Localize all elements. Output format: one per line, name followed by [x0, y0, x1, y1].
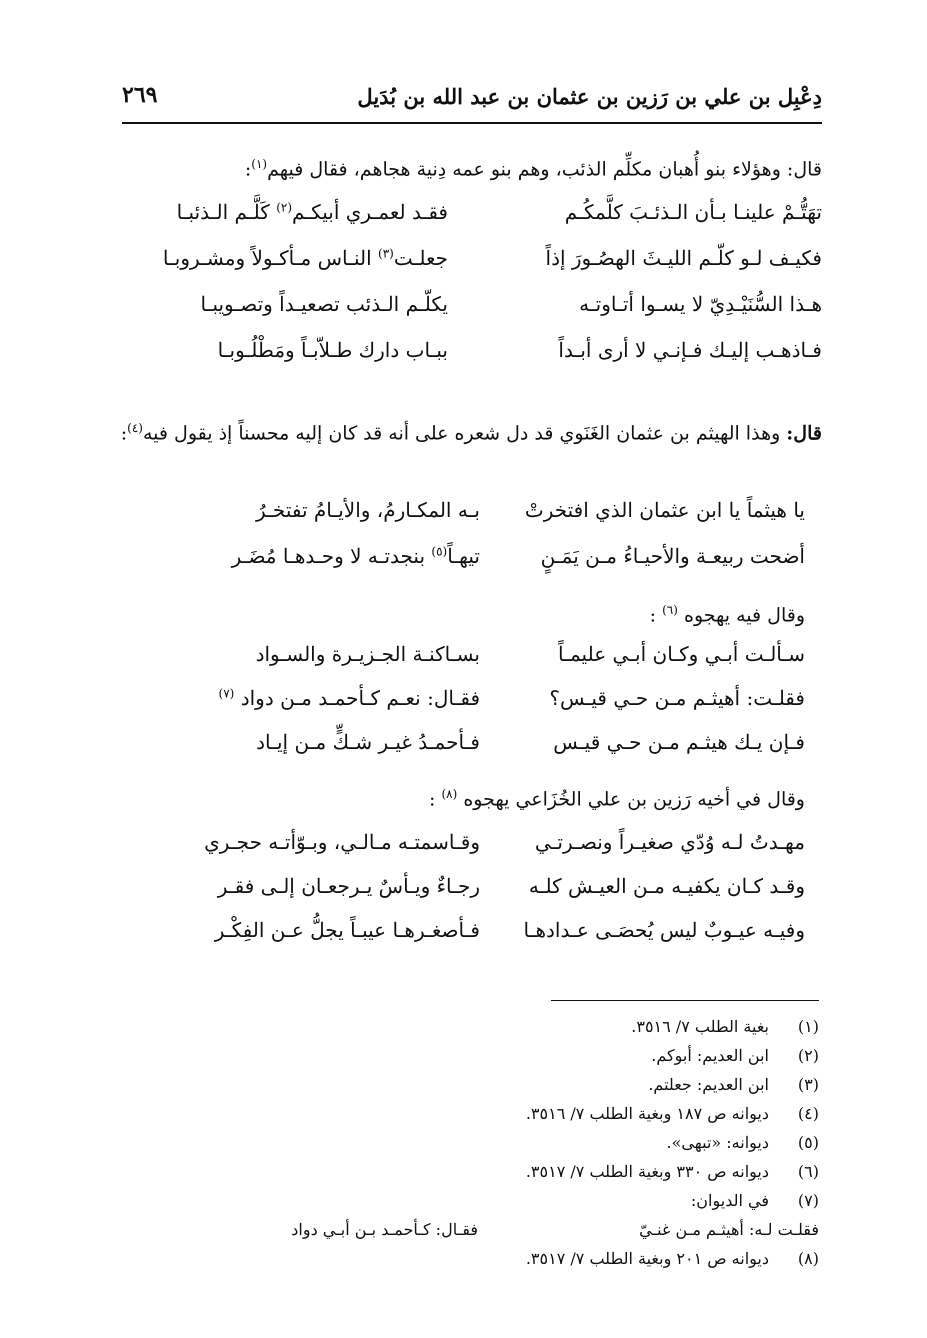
footnote: (٥)ديوانه: «تبهى». [666, 1133, 819, 1152]
second-hemistich: فقـال: نعـم كـأحمـد مـن دواد $^{(٧)}$ [218, 686, 480, 710]
footnote-divider [551, 1000, 819, 1001]
footnotes [118, 1012, 819, 1273]
first-hemistich: فكيـف لـو كلّـم الليـثَ الهصُـورَ إذاً [545, 246, 822, 270]
verse-line [160, 686, 805, 726]
verse-line [160, 918, 805, 958]
verse-line [118, 246, 822, 286]
first-hemistich: يا هيثماً يا ابن عثمان الذي افتخرتْ [524, 498, 805, 522]
second-hemistich: تيهـاً$^{(٥)}$ بنجدتـه لا وحـدهـا مُضَـر [231, 544, 480, 568]
second-hemistich: وقـاسمتـه مـالـي، وبـوّأتـه حجـري [204, 830, 480, 854]
verse-line [160, 830, 805, 870]
footnote-ref: (١) [251, 157, 268, 171]
paragraph-4: وقال في أخيه رَزين بن علي الخُزَاعي يهجوه $^{(٨)}$ : [429, 787, 805, 811]
intro-paragraph: قال: وهؤلاء بنو أُهبان مكلِّم الذئب، وهم بنو عمه دِنية هجاهم، فقال فيهم$^{(١)}$: [244, 157, 822, 181]
verse-line [160, 544, 805, 584]
verse-line [160, 498, 805, 538]
second-hemistich: جعلـت$^{(٣)}$ النـاس مـأكـولاً ومشـروبـا [162, 246, 448, 270]
footnote: (١)بغية الطلب ٧/ ٣٥١٦. [631, 1017, 819, 1036]
footnote: (٧)في الديوان: [690, 1191, 819, 1210]
paragraph-3: وقال فيه يهجوه $^{(٦)}$ : [649, 603, 805, 627]
second-hemistich: ببـاب دارك طـلاّبـاً ومَطْلُـوبـا [217, 338, 448, 362]
first-hemistich: فـاذهـب إليـك فـإنـي لا أرى أبـداً [558, 338, 822, 362]
verse-line [160, 730, 805, 770]
footnote: (٦)ديوانه ص ٣٣٠ وبغية الطلب ٧/ ٣٥١٧. [525, 1162, 819, 1181]
first-hemistich: فـإن يـك هيثـم مـن حـي قيـس [553, 730, 805, 754]
verse-line [160, 642, 805, 682]
verse-line [160, 874, 805, 914]
second-hemistich: فـأحمـدُ غيـر شـكٍّ مـن إيـاد [256, 730, 480, 754]
second-hemistich: فـأصغـرهـا عيبـاً يجلُّ عـن الفِكْـر [214, 918, 480, 942]
footnote: (٢)ابن العديم: أبوكم. [651, 1046, 819, 1065]
first-hemistich: مهـدتُ لـه وُدّي صغيـراً ونصـرتـي [534, 830, 805, 854]
footnote: (٤)ديوانه ص ١٨٧ وبغية الطلب ٧/ ٣٥١٦. [525, 1104, 819, 1123]
page-number: ٢٦٩ [122, 82, 158, 108]
footnote-verse: فقلـت لـه: أهيثـم مـن غنـيّ فقـال: كـأحمـد بـن أبـي دواد [291, 1220, 819, 1239]
first-hemistich: تهَتُّـمْ علينـا بـأن الـذئـبَ كلَّمكُـم [564, 200, 822, 224]
verse-line [118, 200, 822, 240]
footnote: (٨)ديوانه ص ٢٠١ وبغية الطلب ٧/ ٣٥١٧. [525, 1249, 819, 1268]
footnote: (٣)ابن العديم: جعلتم. [648, 1075, 819, 1094]
second-hemistich: رجـاءٌ ويـأسٌ يـرجعـان إلـى فقـر [217, 874, 480, 898]
second-hemistich: يكلّـم الـذئب تصعيـداً وتصـويبـا [200, 292, 448, 316]
page-header [122, 78, 822, 124]
first-hemistich: وفيـه عيـوبٌ ليس يُحصَـى عـدادهـا [523, 918, 805, 942]
second-hemistich: فقـد لعمـري أبيكـم$^{(٢)}$ كَلَّـم الـذئبـا [176, 200, 448, 224]
first-hemistich: فقلـت: أهيثـم مـن حـي قيـس؟ [549, 686, 805, 710]
verse-line [118, 292, 822, 332]
verse-line [118, 338, 822, 378]
second-hemistich: بسـاكنـة الجـزيـرة والسـواد [255, 642, 480, 666]
first-hemistich: أضحت ربيعـة والأحيـاءُ مـن يَمَـنٍ [540, 544, 805, 568]
first-hemistich: سـألـت أبـي وكـان أبـي عليمـاً [558, 642, 805, 666]
first-hemistich: وقـد كـان يكفيـه مـن العيـش كلـه [528, 874, 805, 898]
footnote-ref: (٤) [127, 421, 143, 435]
first-hemistich: هـذا السُّنَيْـدِيّ لا يسـوا أتـاوتـه [579, 292, 822, 316]
footnote-ref: (٨) [441, 787, 458, 801]
paragraph-2: قال: وهذا الهيثم بن عثمان الغَنَوي قد دل شعره على أنه قد كان إليه محسناً إذ يقول فيه$^{(٤)}$: [120, 421, 822, 445]
footnote-ref: (٦) [662, 603, 678, 617]
running-title: دِعْبِل بن علي بن رَزين بن عثمان بن عبد الله بن بُدَيل [357, 84, 822, 109]
second-hemistich: بـه المكـارمُ، والأيـامُ تفتخـرُ [256, 498, 480, 522]
